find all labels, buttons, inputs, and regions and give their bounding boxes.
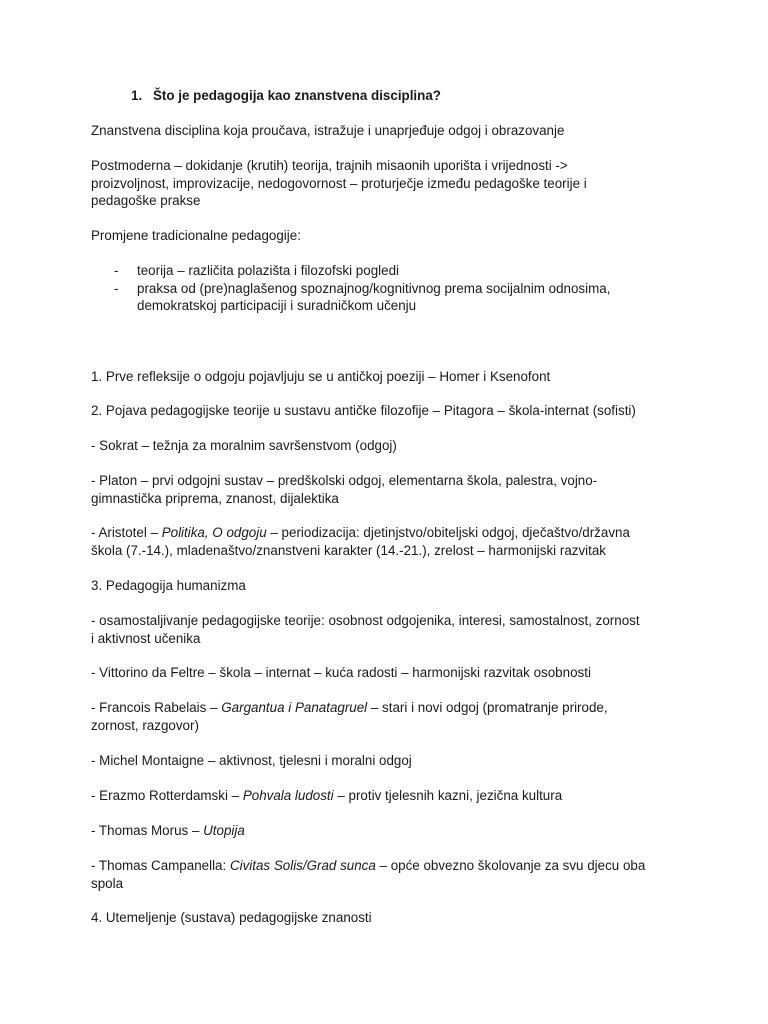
text-line: teorija – različita polazišta i filozofski pogledi: [137, 263, 399, 278]
text-line: pedagoške prakse: [91, 193, 201, 208]
definition-paragraph: Znanstvena disciplina koja proučava, istražuje i unaprjeđuje odgoj i obrazovanje: [91, 123, 565, 138]
italic-title: Utopija: [203, 823, 245, 838]
aristotel-paragraph: [91, 524, 691, 559]
text-line: - Platon – prvi odgojni sustav – predškolski odgoj, elementarna škola, palestra, vojno-: [91, 473, 598, 488]
text-line: Postmoderna – dokidanje (krutih) teorija, trajnih misaonih uporišta i vrijednosti ->: [91, 158, 568, 173]
montaigne-paragraph: - Michel Montaigne – aktivnost, tjelesni i moralni odgoj: [91, 753, 412, 768]
history-item-4: 4. Utemeljenje (sustava) pedagogijske znanosti: [91, 910, 372, 925]
heading-text: Što je pedagogija kao znanstvena disciplina?: [153, 88, 441, 103]
text-run: – periodizacija: djetinjstvo/obiteljski odgoj, dječaštvo/državna: [266, 525, 630, 540]
erazmo-paragraph: [91, 787, 691, 805]
morus-paragraph: [91, 822, 691, 840]
italic-title: Pohvala ludosti: [242, 788, 334, 803]
text-run: – stari i novi odgoj (promatranje prirode,: [367, 700, 608, 715]
heading-number: 1.: [131, 88, 143, 103]
text-line: proizvoljnost, improvizacije, nedogovornost – proturječje između pedagoške teorije i: [91, 175, 587, 191]
text-run: - Francois Rabelais –: [91, 700, 222, 715]
section-heading: [131, 87, 441, 105]
changes-bullet-list: [114, 262, 674, 315]
text-line: gimnastička priprema, znanost, dijalektika: [91, 490, 339, 506]
text-line: [91, 857, 691, 875]
list-item: [114, 280, 674, 315]
italic-title: Politika, O odgoju: [161, 525, 267, 540]
changes-paragraph: Promjene tradicionalne pedagogije:: [91, 228, 301, 243]
text-line: [91, 699, 691, 717]
text-run: - Aristotel –: [91, 525, 162, 540]
text-line: demokratskoj participaciji i suradničkom učenju: [137, 298, 417, 313]
platon-paragraph: [91, 472, 691, 507]
text-line: - osamostaljivanje pedagogijske teorije: osobnost odgojenika, interesi, samostalnost, zornost: [91, 613, 640, 628]
text-line: i aktivnost učenika: [91, 630, 201, 646]
text-run: - Thomas Morus –: [91, 823, 204, 838]
rabelais-paragraph: [91, 699, 691, 734]
bullet-dash: -: [114, 280, 119, 296]
history-item-3: 3. Pedagogija humanizma: [91, 578, 246, 593]
postmodern-paragraph: [91, 157, 691, 210]
italic-title: Civitas Solis/Grad sunca: [229, 858, 376, 873]
text-line: zornost, razgovor): [91, 717, 199, 733]
bullet-dash: -: [114, 263, 119, 278]
history-item-2: 2. Pojava pedagogijske teorije u sustavu antičke filozofije – Pitagora – škola-internat (sofisti): [91, 403, 636, 418]
text-line: praksa od (pre)naglašenog spoznajnog/kognitivnog prema socijalnim odnosima,: [137, 280, 611, 296]
campanella-paragraph: [91, 857, 691, 892]
text-run: – protiv tjelesnih kazni, jezična kultura: [333, 788, 563, 803]
osamostaljivanje-paragraph: [91, 612, 691, 647]
text-run: - Thomas Campanella:: [91, 858, 230, 873]
history-item-1: 1. Prve refleksije o odgoju pojavljuju se u antičkoj poeziji – Homer i Ksenofont: [91, 369, 551, 384]
text-line: spola: [91, 875, 124, 891]
italic-title: Gargantua i Panatagruel: [221, 700, 368, 715]
list-item: [114, 262, 674, 280]
text-line: škola (7.-14.), mladenaštvo/znanstveni karakter (14.-21.), zrelost – harmonijski razvitak: [91, 542, 607, 558]
sokrat-paragraph: - Sokrat – težnja za moralnim savršenstvom (odgoj): [91, 438, 397, 453]
text-run: - Erazmo Rotterdamski –: [91, 788, 243, 803]
vittorino-paragraph: - Vittorino da Feltre – škola – internat – kuća radosti – harmonijski razvitak osobnosti: [91, 665, 591, 680]
text-run: – opće obvezno školovanje za svu djecu oba: [375, 858, 646, 873]
text-line: [91, 524, 691, 542]
